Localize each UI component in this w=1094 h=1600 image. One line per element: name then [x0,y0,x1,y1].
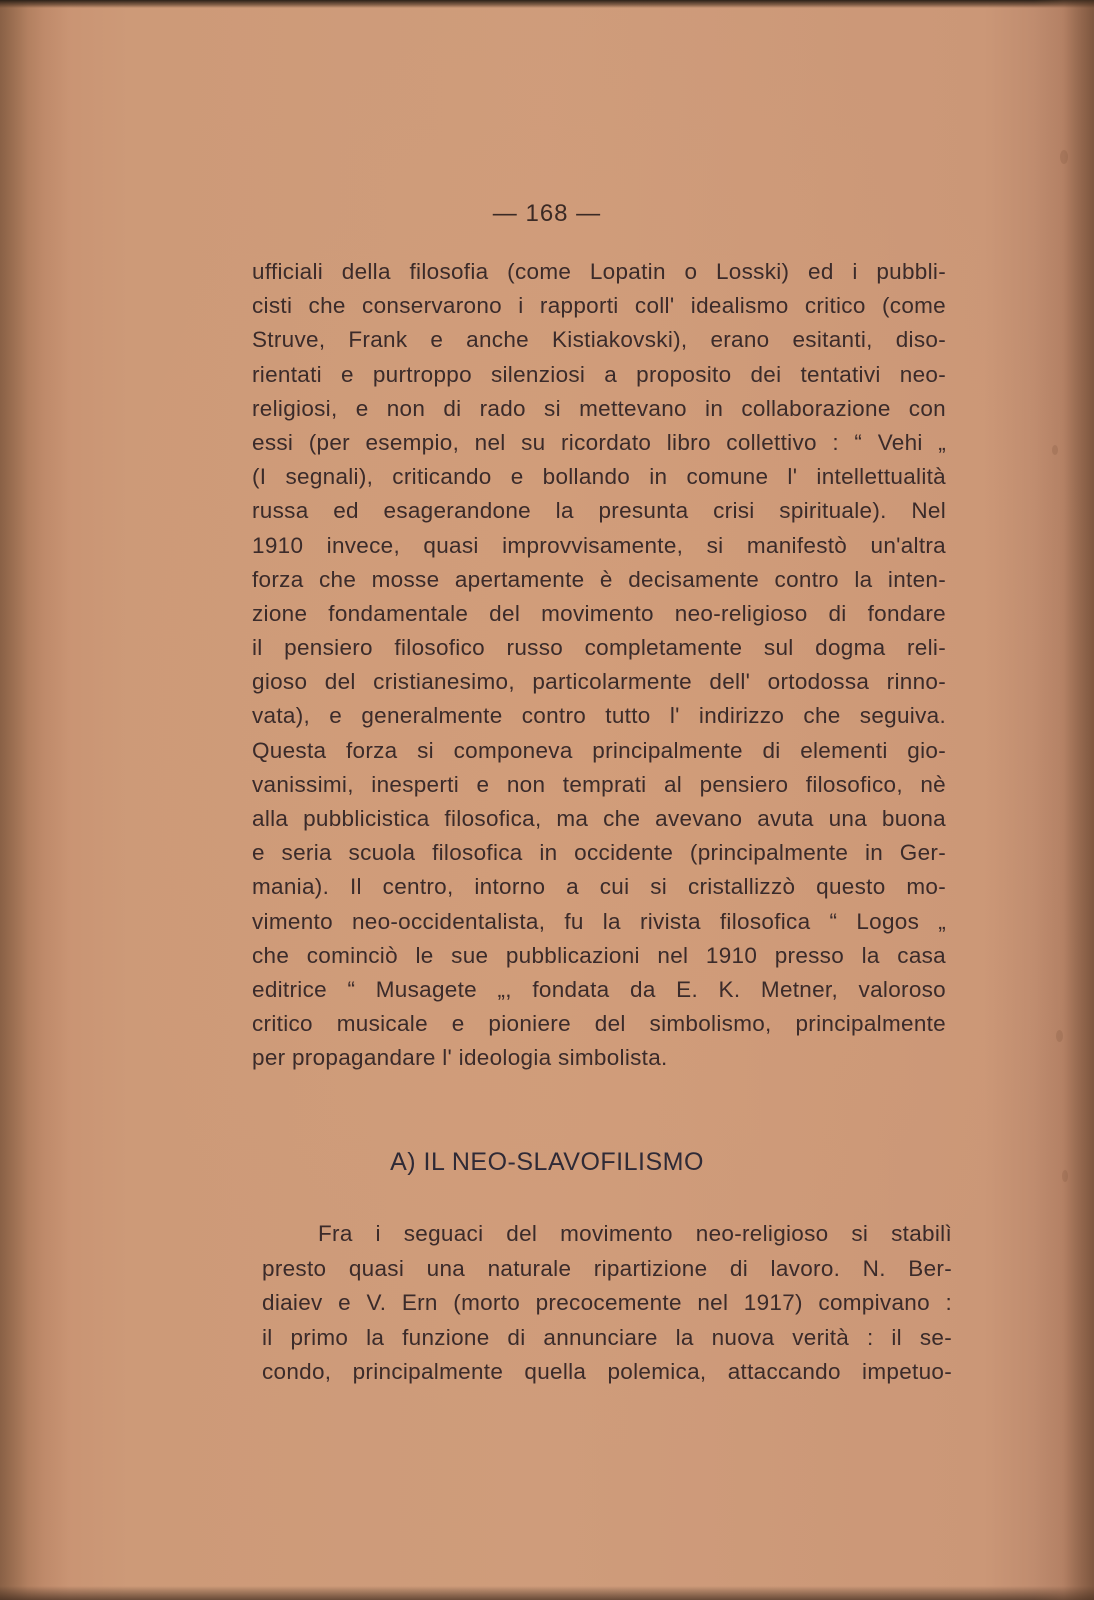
paper-stain [1052,445,1058,455]
text-line: alla pubblicistica filosofica, ma che avevano avuta una buona [252,806,946,831]
text-line: essi (per esempio, nel su ricordato libro collettivo : “ Vehi „ [252,429,946,455]
text-line: che cominciò le sue pubblicazioni nel 1910 presso la casa [252,942,946,968]
page-top-edge [0,0,1094,8]
text-line: (I segnali), criticando e bollando in comune l' intellettualità [252,464,946,490]
text-line: vimento neo-occidentalista, fu la rivista filosofica “ Logos „ [252,908,946,934]
text-line: vanissimi, inesperti e non temprati al pensiero filosofico, nè [252,771,946,797]
text-line: critico musicale e pioniere del simbolismo, principalmente [252,1011,946,1037]
text-line: mania). Il centro, intorno a cui si cristallizzò questo mo- [252,874,946,900]
section-heading: A) IL NEO-SLAVOFILISMO [390,1148,704,1176]
text-line: Struve, Frank e anche Kistiakovski), erano esitanti, diso- [252,327,946,353]
text-line: Fra i seguaci del movimento neo-religioso si stabilì [318,1221,952,1246]
text-line: 1910 invece, quasi improvvisamente, si manifestò un'altra [252,532,946,558]
text-line: il pensiero filosofico russo completamente sul dogma reli- [252,635,946,661]
text-line: presto quasi una naturale ripartizione di lavoro. N. Ber- [262,1255,952,1281]
page-number: — 168 — [492,200,602,227]
text-line: ufficiali della filosofia (come Lopatin o Losski) ed i pubbli- [252,259,946,284]
paragraph-1 [252,255,946,1076]
text-line: cisti che conservarono i rapporti coll' idealismo critico (come [252,293,946,319]
text-line: e seria scuola filosofica in occidente (principalmente in Ger- [252,840,946,866]
text-line: condo, principalmente quella polemica, attaccando impetuo- [262,1359,952,1384]
text-line: il primo la funzione di annunciare la nuova verità : il se- [262,1324,952,1350]
paper-stain [1060,150,1068,164]
text-line: rientati e purtroppo silenziosi a proposito dei tentativi neo- [252,361,946,387]
text-line: Questa forza si componeva principalmente di elementi gio- [252,737,946,763]
paragraph-2 [262,1217,952,1390]
text-line: gioso del cristianesimo, particolarmente dell' ortodossa rinno- [252,669,946,695]
text-line: zione fondamentale del movimento neo-religioso di fondare [252,600,946,626]
text-line: forza che mosse apertamente è decisamente contro la inten- [252,566,946,592]
paper-stain [1056,1030,1063,1042]
page-bottom-edge [0,1586,1094,1600]
text-line: vata), e generalmente contro tutto l' indirizzo che seguiva. [252,703,946,729]
text-line: editrice “ Musagete „, fondata da E. K. Metner, valoroso [252,976,946,1002]
text-line: russa ed esagerandone la presunta crisi spirituale). Nel [252,498,946,524]
text-line: religiosi, e non di rado si mettevano in collaborazione con [252,395,946,421]
text-line: diaiev e V. Ern (morto precocemente nel 1917) compivano : [262,1290,952,1315]
text-line: per propagandare l' ideologia simbolista. [252,1045,668,1071]
